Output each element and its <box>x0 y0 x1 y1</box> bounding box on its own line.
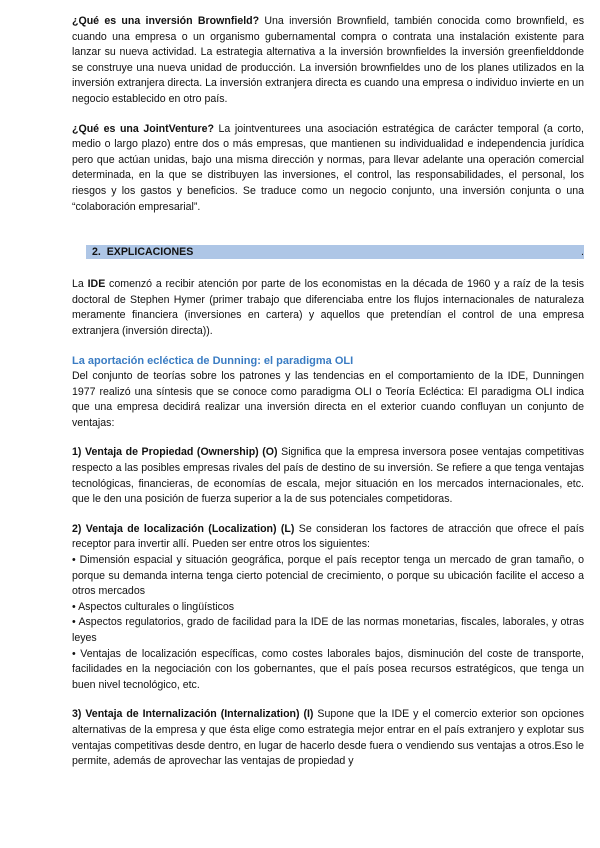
section-number: 2. <box>92 246 101 259</box>
jointventure-text: La jointventurees una asociación estratégica de carácter temporal (a corto, medio o largo plazo) entre dos o más empresas, que mantienen su individualidad e independencia jurídica pero que actúan unidas, bajo una misma dirección y normas, para llevar adelante una operación comercial determinada, en la que se distribuyen las inversiones, el control, las responsabilidades, el personal, los riesgos y los gastos y beneficios. Se traduce como un negocio conjunto, una inversión conjunta o una “colaboración empresarial”. <box>72 122 584 213</box>
brownfield-text: Una inversión Brownfield, también conocida como brownfield, es cuando una empresa o un organismo gubernamental compra o contrata una instalación existente para lanzar su nueva actividad. La estrategia alternativa a la inversión brownfieldes la inversión greenfielddonde se construye una nueva unidad de producción. La inversión brownfieldes uno de los planes utilizados en la inversión extranjera directa. La inversión extranjera directa es cuando una empresa o individuo invierte en un negocio establecido en otro país. <box>72 15 584 105</box>
intro-paragraph <box>72 277 584 339</box>
brownfield-paragraph <box>72 14 584 108</box>
brownfield-title: ¿Qué es una inversión Brownfield? <box>72 15 260 27</box>
section-heading <box>86 245 584 259</box>
list-item: • Ventajas de localización específicas, como costes laborales bajos, disminución del coste de transporte, facilidades en la negociación con los gobernantes, que el país posea recursos estratégicos, que tenga un buen nivel tecnológico, etc. <box>72 647 584 691</box>
oli-heading: La aportación ecléctica de Dunning: el paradigma OLI <box>72 354 354 367</box>
section-title: EXPLICACIONES <box>106 246 194 259</box>
list-item: • Aspectos regulatorios, grado de facilidad para la IDE de las normas monetarias, fiscales, laborales, y otras leyes <box>72 616 584 644</box>
internalization-title: 3) Ventaja de Internalización (Internalization) (I) <box>72 708 314 721</box>
jointventure-paragraph <box>72 122 584 216</box>
localization-paragraph <box>72 522 584 553</box>
section-trailing-mark: . <box>581 246 584 259</box>
localization-text: Se consideran los factores de atracción que ofrece el país receptor para invertir allí. Pueden ser entre otros los siguientes: <box>72 522 584 551</box>
ownership-title: 1) Ventaja de Propiedad (Ownership) (O) <box>72 446 278 459</box>
list-item: • Aspectos culturales o lingüísticos <box>72 600 235 613</box>
localization-title: 2) Ventaja de localización (Localization) (L) <box>72 522 295 535</box>
ownership-paragraph <box>72 445 584 507</box>
internalization-paragraph <box>72 707 584 769</box>
ownership-text: Significa que la empresa inversora posee ventajas competitivas respecto a las posibles empresas rivales del país de destino de su inversión. Se refiere a que tenga ventajas tecnológicas, financieras, de economías de escala, mejor situación en los mercados internacionales, etc. que le den una posición de fuerza superior a la de sus potenciales competidoras. <box>72 446 584 506</box>
document-page <box>72 14 584 770</box>
intro-text: comenzó a recibir atención por parte de los economistas en la década de 1960 y a raíz de la tesis doctoral de Stephen Hymer (primer trabajo que diferenciaba entre los flujos internacionales de naturaleza meramente financiera (inversiones en cartera) y aquellos que pretendían el control de una empresa extranjera (inversión directa)). <box>72 278 585 337</box>
intro-bold: IDE <box>87 278 106 291</box>
intro-pre: La <box>72 278 88 291</box>
oli-paragraph: Del conjunto de teorías sobre los patrones y las tendencias en el comportamiento de la IDE, Dunningen 1977 realizó una síntesis que se conoce como paradigma OLI o Teoría Ecléctica: El paradigma OLI indica que una empresa decidirá realizar una inversión directa en el exterior cuando confluyan un conjunto de ventajas: <box>72 370 584 429</box>
list-item: • Dimensión espacial y situación geográfica, porque el país receptor tenga un mercado de gran tamaño, o porque su demanda interna tenga cierto potencial de crecimiento, o porque su ubicación facilite el acceso a otros mercados <box>72 554 584 598</box>
internalization-text: Supone que la IDE y el comercio exterior son opciones alternativas de la empresa y que ésta elige como estrategia mejor entrar en el país extranjero y explotar sus ventajas competitivas desde dentro, en lugar de hacerlo desde fuera o vendiendo sus ventajas a otros.Eso le permite, además de aprovechar las ventajas de propiedad y <box>72 708 584 768</box>
jointventure-title: ¿Qué es una JointVenture? <box>72 122 214 135</box>
